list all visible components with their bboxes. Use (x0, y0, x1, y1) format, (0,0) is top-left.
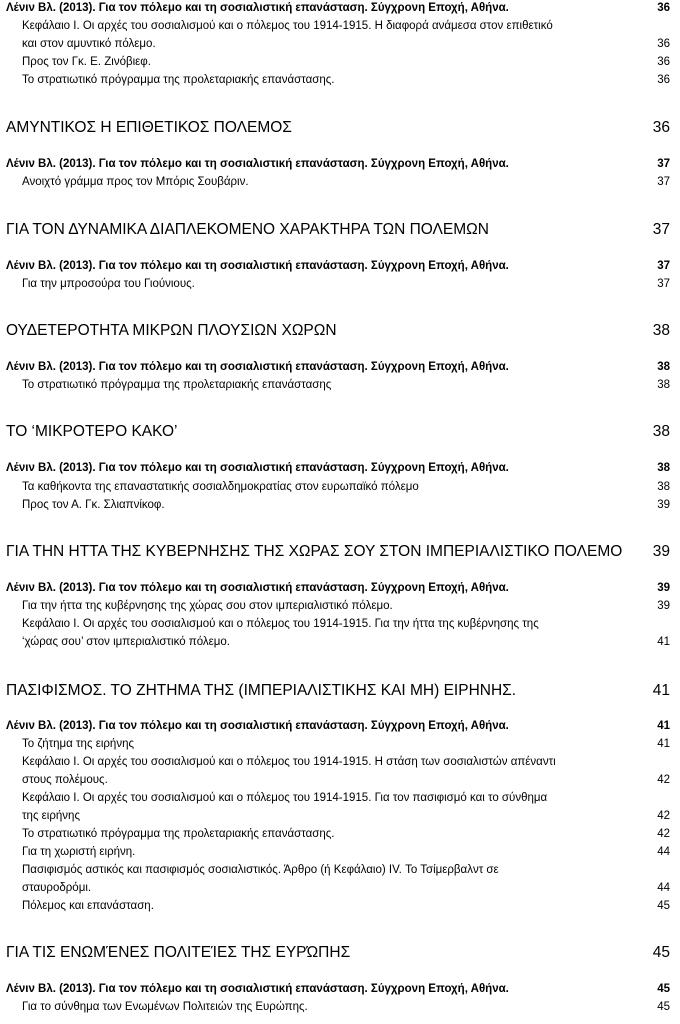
toc-page-number: 41 (657, 720, 670, 732)
toc-entry-title: Κεφάλαιο Ι. Οι αρχές του σοσιαλισμού και ο πόλεμος του 1914-1915. Η διαφορά ανάμεσα στον επιθετικό (22, 20, 553, 32)
toc-entry-title: Λένιν Βλ. (2013). Για τον πόλεμο και τη σοσιαλιστική επανάσταση. Σύγχρονη Εποχή, Αθήνα. (6, 2, 509, 14)
toc-entry-title: ‘χώρας σου’ στον ιμπεριαλιστικό πόλεμο. (22, 636, 231, 648)
toc-page-number: 44 (657, 882, 670, 894)
toc-entry-title: Τα καθήκοντα της επαναστατικής σοσιαλδημοκρατίας στον ευρωπαϊκό πόλεμο (22, 481, 419, 493)
toc-page-number: 45 (657, 1001, 670, 1013)
toc-entry-title: Προς τον Α. Γκ. Σλιαπνίκοφ. (22, 499, 165, 511)
toc-entry-title: σταυροδρόμι. (22, 882, 92, 894)
toc-page-number: 39 (657, 582, 670, 594)
toc-page-number: 37 (657, 176, 670, 188)
toc-page-number: 41 (657, 738, 670, 750)
toc-entry-title: ΟΥΔΕΤΕΡΟΤΗΤΑ ΜΙΚΡΩΝ ΠΛΟΥΣΙΩΝ ΧΩΡΩΝ (6, 322, 337, 339)
toc-page-number: 37 (657, 158, 670, 170)
toc-page-number: 39 (657, 499, 670, 511)
toc-entry-title: Λένιν Βλ. (2013). Για τον πόλεμο και τη σοσιαλιστική επανάσταση. Σύγχρονη Εποχή, Αθήνα. (6, 582, 509, 594)
toc-entry-title: ΠΑΣΙΦΙΣΜΟΣ. ΤΟ ΖΗΤΗΜΑ ΤΗΣ (ΙΜΠΕΡΙΑΛΙΣΤΙΚΗΣ ΚΑΙ ΜΗ) ΕΙΡΗΝΗΣ. (6, 682, 517, 699)
toc-page-number: 45 (657, 900, 670, 912)
toc-page-number: 36 (657, 38, 670, 50)
toc-page-number: 36 (657, 74, 670, 86)
toc-entry-title: Λένιν Βλ. (2013). Για τον πόλεμο και τη σοσιαλιστική επανάσταση. Σύγχρονη Εποχή, Αθήνα. (6, 720, 509, 732)
toc-entry-title: Κεφάλαιο Ι. Οι αρχές του σοσιαλισμού και ο πόλεμος του 1914-1915. Η στάση των σοσιαλιστών απέναντι (22, 756, 556, 768)
toc-entry-title: Προς τον Γκ. Ε. Ζινόβιεφ. (22, 56, 151, 68)
toc-entry-title: Για τη χωριστή ειρήνη. (22, 846, 136, 858)
toc-entry-title: Πασιφισμός αστικός και πασιφισμός σοσιαλιστικός. Άρθρο (ή Κεφάλαιο) IV. Το Τσίμερβαλντ σε (22, 864, 499, 876)
toc-page-number: 39 (657, 600, 670, 612)
toc-page-number: 36 (657, 2, 670, 14)
toc-page-number: 42 (657, 810, 670, 822)
toc-entry-title: της ειρήνης (22, 810, 80, 822)
toc-entry-title: στους πολέμους. (22, 774, 108, 786)
toc-entry-title: ΓΙΑ ΤΙΣ ΕΝΩΜΈΝΕΣ ΠΟΛΙΤΕΊΕΣ ΤΗΣ ΕΥΡΏΠΗΣ (6, 944, 351, 961)
toc-page-number: 37 (652, 221, 670, 238)
toc-entry-title: Λένιν Βλ. (2013). Για τον πόλεμο και τη σοσιαλιστική επανάσταση. Σύγχρονη Εποχή, Αθήνα. (6, 462, 509, 474)
toc-entry-title: Το ζήτημα της ειρήνης (22, 738, 135, 750)
toc-page-number: 38 (657, 361, 670, 373)
toc-entry-title: Κεφάλαιο Ι. Οι αρχές του σοσιαλισμού και ο πόλεμος του 1914-1915. Για την ήττα της κυβέρνησης της (22, 618, 539, 630)
toc-page-number: 45 (652, 944, 670, 961)
toc-entry-title: ΑΜΥΝΤΙΚΟΣ Η ΕΠΙΘΕΤΙΚΟΣ ΠΟΛΕΜΟΣ (6, 119, 292, 136)
toc-page-number: 36 (652, 119, 670, 136)
toc-page-number: 42 (657, 828, 670, 840)
toc-page-number: 38 (652, 322, 670, 339)
toc-entry-title: ΤΟ ‘ΜΙΚΡΟΤΕΡΟ ΚΑΚΟ’ (6, 423, 178, 440)
toc-page-number: 45 (657, 983, 670, 995)
toc-page-number: 36 (657, 56, 670, 68)
toc-page-number: 37 (657, 260, 670, 272)
toc-entry-title: Το στρατιωτικό πρόγραμμα της προλεταριακής επανάστασης. (22, 74, 335, 86)
toc-entry-title: ΓΙΑ ΤΟΝ ΔΥΝΑΜΙΚΑ ΔΙΑΠΛΕΚΟΜΕΝΟ ΧΑΡΑΚΤΗΡΑ ΤΩΝ ΠΟΛΕΜΩΝ (6, 221, 489, 238)
toc-page-number: 41 (657, 636, 670, 648)
toc-entry-title: Λένιν Βλ. (2013). Για τον πόλεμο και τη σοσιαλιστική επανάσταση. Σύγχρονη Εποχή, Αθήνα. (6, 158, 509, 170)
toc-entry-title: Πόλεμος και επανάσταση. (22, 900, 154, 912)
toc-entry-title: Για την μπροσούρα του Γιούνιους. (22, 278, 195, 290)
toc-entry-title: Για το σύνθημα των Ενωμένων Πολιτειών της Ευρώπης. (22, 1001, 308, 1013)
toc-page-number: 39 (652, 543, 670, 560)
toc-page-number: 38 (652, 423, 670, 440)
toc-page-number: 37 (657, 278, 670, 290)
toc-page-number: 44 (657, 846, 670, 858)
toc-page-number: 38 (657, 379, 670, 391)
toc-entry-title: Ανοιχτό γράμμα προς τον Μπόρις Σουβάριν. (22, 176, 249, 188)
toc-entry-title: Λένιν Βλ. (2013). Για τον πόλεμο και τη σοσιαλιστική επανάσταση. Σύγχρονη Εποχή, Αθήνα. (6, 983, 509, 995)
toc-entry-title: Λένιν Βλ. (2013). Για τον πόλεμο και τη σοσιαλιστική επανάσταση. Σύγχρονη Εποχή, Αθήνα. (6, 361, 509, 373)
toc-entry-title: Το στρατιωτικό πρόγραμμα της προλεταριακής επανάστασης. (22, 828, 335, 840)
toc-page-number: 38 (657, 481, 670, 493)
toc-page-number: 42 (657, 774, 670, 786)
toc-entry-title: Για την ήττα της κυβέρνησης της χώρας σου στον ιμπεριαλιστικό πόλεμο. (22, 600, 393, 612)
toc-page-number: 41 (652, 682, 670, 699)
toc-entry-title: Το στρατιωτικό πρόγραμμα της προλεταριακής επανάστασης (22, 379, 332, 391)
toc-entry-title: Κεφάλαιο Ι. Οι αρχές του σοσιαλισμού και ο πόλεμος του 1914-1915. Για τον πασιφισμό και το σύνθημα (22, 792, 548, 804)
toc-entry-title: Λένιν Βλ. (2013). Για τον πόλεμο και τη σοσιαλιστική επανάσταση. Σύγχρονη Εποχή, Αθήνα. (6, 260, 509, 272)
toc-page-number: 38 (657, 462, 670, 474)
toc-entry-title: και στον αμυντικό πόλεμο. (22, 38, 156, 50)
toc-entry-title: ΓΙΑ ΤΗΝ ΗΤΤΑ ΤΗΣ ΚΥΒΕΡΝΗΣΗΣ ΤΗΣ ΧΩΡΑΣ ΣΟΥ ΣΤΟΝ ΙΜΠΕΡΙΑΛΙΣΤΙΚΟ ΠΟΛΕΜΟ (6, 543, 623, 560)
